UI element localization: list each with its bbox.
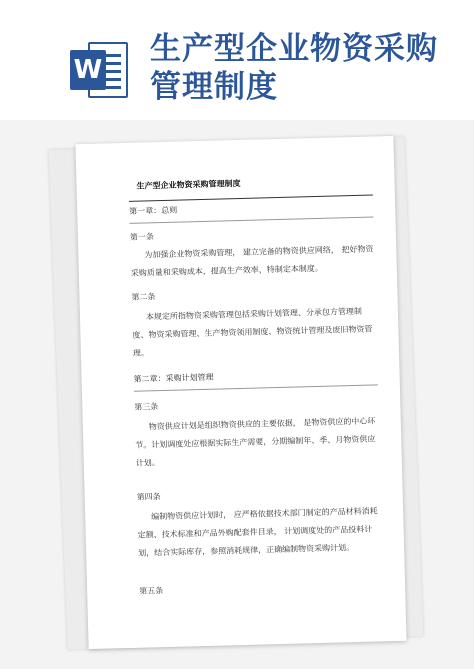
- body-paragraph: 编制物资供应计划时， 应严格依据技术部门制定的产品材料消耗定额、技术标准和产品外购配套件目录， 计划调度处的产品投料计划，结合实际库存，参照消耗规律，正确编制物资采购计划。: [137, 506, 378, 558]
- article-heading: 第三条: [134, 402, 159, 412]
- chapter-heading: 第二章：采购计划管理: [133, 372, 214, 384]
- article-heading: 第二条: [131, 292, 156, 302]
- icon-line: [105, 62, 121, 65]
- word-document-icon: [70, 36, 130, 102]
- body-paragraph: 物资供应计划是组织物资供应的主要依据， 是物资供应的中心环节。计划调度处应根据实际生产需要，分期编制年、季、月物资供应计划。: [135, 416, 376, 468]
- article-heading: 第一条: [129, 232, 155, 242]
- icon-line: [105, 70, 121, 73]
- icon-line: [105, 54, 121, 57]
- document-page: [75, 136, 406, 649]
- body-paragraph: 本规定所指物资采购管理包括采购计划管理、分承包方管理制度、物资采购管理、生产物资领用制度、物资统计管理及废旧物资管理。: [132, 306, 373, 358]
- banner-header: [0, 0, 474, 120]
- icon-line: [105, 86, 121, 89]
- chapter-heading: 第一章：总则: [129, 205, 178, 216]
- article-heading: 第五条: [139, 586, 164, 596]
- banner-title: 生产型企业物资采购管理制度: [150, 31, 438, 105]
- document-title: 生产型企业物资采购管理制度: [136, 177, 241, 191]
- body-paragraph: 为加强企业物资采购管理， 建立完备的物资供应网络， 把好物资采购质量和采购成本，提高生产效率，特制定本制度。: [130, 244, 374, 278]
- word-badge: W: [70, 50, 106, 90]
- icon-line: [105, 78, 121, 81]
- article-heading: 第四条: [136, 492, 161, 502]
